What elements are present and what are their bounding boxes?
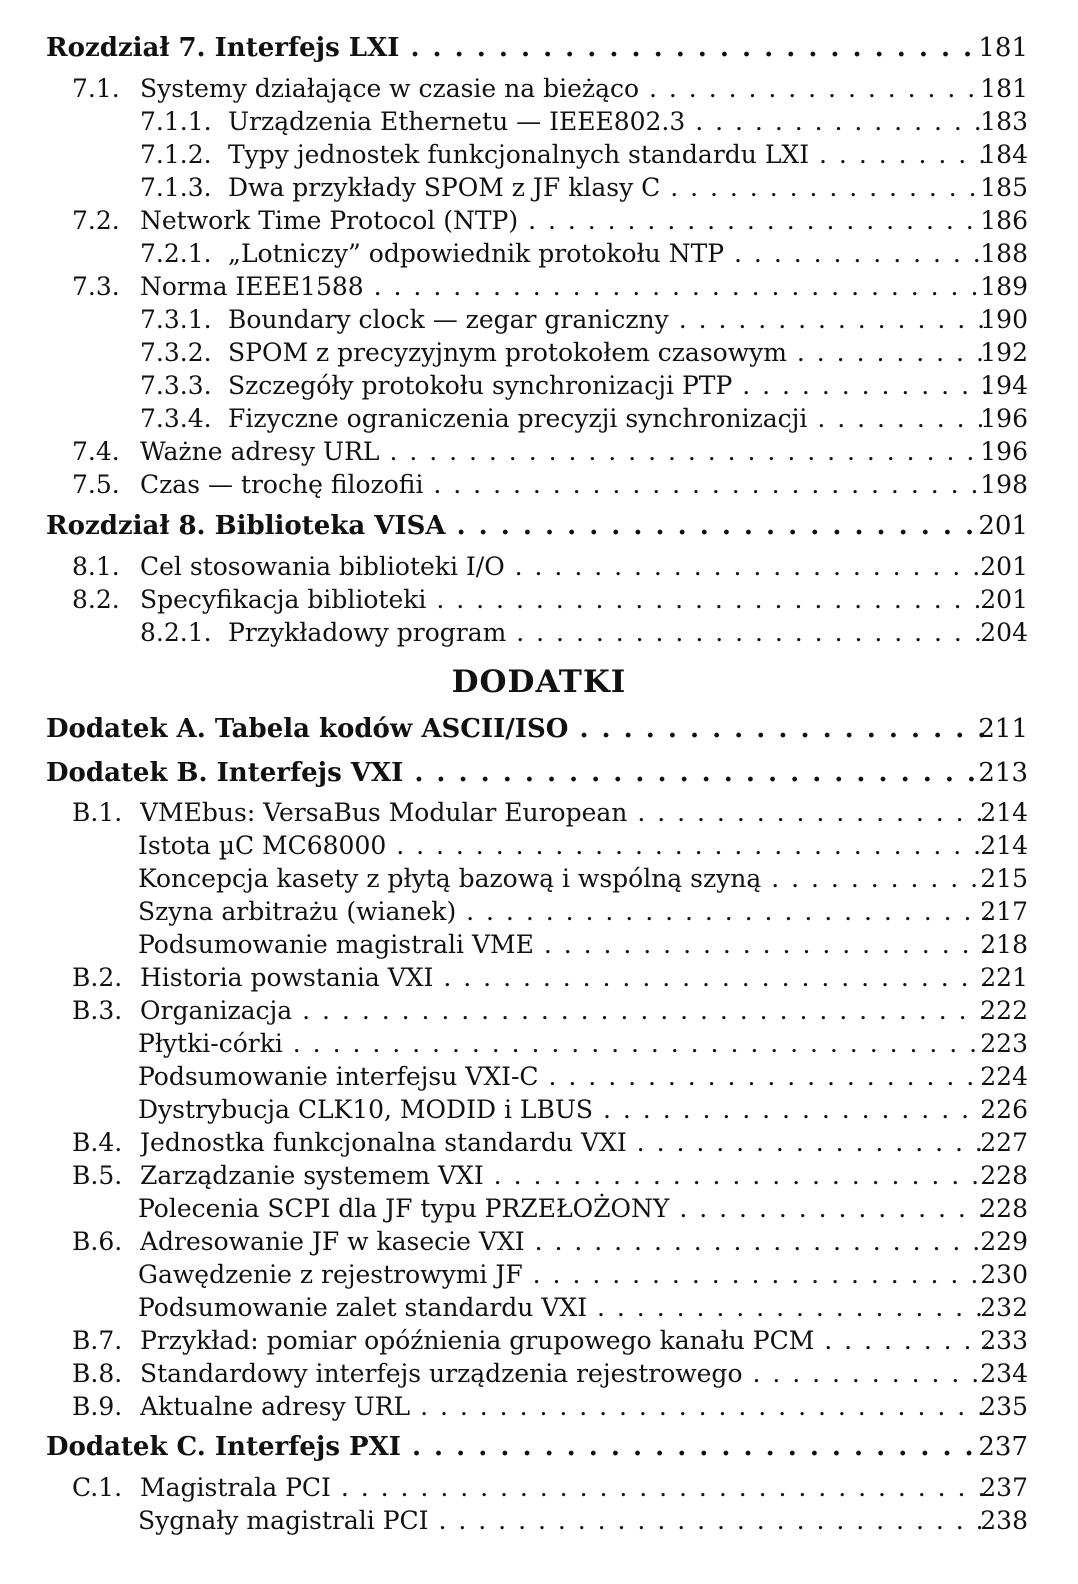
toc-number: B.4. [72,1128,123,1157]
toc-chapter [0,713,1078,745]
toc-page-number: 204 [980,618,1028,647]
toc-page-number: 215 [980,864,1028,893]
toc-number: B.5. [72,1161,123,1190]
toc-page-number: 188 [980,239,1028,268]
toc-page-number: 214 [980,798,1028,827]
toc-section [0,436,1078,468]
toc-number: 7.2. [72,206,120,235]
toc-page-number: 190 [980,305,1028,334]
toc-subsection [0,337,1078,369]
toc-chapter-title [46,510,988,542]
toc-title: Gawędzenie z rejestrowymi JF . . . [138,1259,988,1291]
toc-chapter-title [46,713,988,745]
toc-title: Istota µC MC68000 . . . [138,830,988,862]
toc-page-number: 196 [980,404,1028,433]
toc-number: 7.1. [72,74,120,103]
toc-item [0,1193,1078,1225]
toc-title: Przykładowy program . . . [228,617,988,649]
toc-item [0,1505,1078,1537]
toc-page-number: 186 [980,206,1028,235]
toc-page-number: 223 [980,1029,1028,1058]
toc-number: 7.3.4. [140,404,212,433]
toc-title: Dwa przykłady SPOM z JF klasy C . . . [228,172,988,204]
toc-number: B.9. [72,1392,123,1421]
toc-chapter-title [46,32,988,64]
toc-title: Płytki-córki . . . [138,1028,988,1060]
toc-title: Czas — trochę filozofii . . . [140,469,988,501]
toc-section [0,1127,1078,1159]
toc-page-number: 235 [980,1392,1028,1421]
toc-section [0,1358,1078,1390]
toc-subsection [0,238,1078,270]
toc-number: 7.3. [72,272,120,301]
toc-page-number: 232 [980,1293,1028,1322]
toc-subsection [0,370,1078,402]
toc-page-number: 229 [980,1227,1028,1256]
toc-title: Jednostka funkcjonalna standardu VXI . . . [140,1127,988,1159]
toc-page-number: 181 [980,74,1028,103]
toc-chapter-name: Tabela kodów ASCII/ISO [214,714,569,744]
toc-number: 7.5. [72,470,120,499]
toc-number: 7.1.2. [140,140,212,169]
toc-title: SPOM z precyzyjnym protokołem czasowym . . . [228,337,988,369]
toc-title: Dystrybucja CLK10, MODID i LBUS . . . [138,1094,988,1126]
toc-page-number: 181 [978,33,1028,63]
toc-subsection [0,403,1078,435]
toc-section [0,1325,1078,1357]
toc-title: Organizacja . . . [140,995,988,1027]
toc-chapter [0,510,1078,542]
toc-item [0,1028,1078,1060]
toc-number: 8.2. [72,585,120,614]
toc-title: Norma IEEE1588 . . . [140,271,988,303]
toc-item [0,1094,1078,1126]
toc-page-number: 230 [980,1260,1028,1289]
toc-page-number: 185 [980,173,1028,202]
toc-chapter-name: Biblioteka VISA [214,511,446,541]
toc-page-number: 211 [978,714,1028,744]
toc-title: VMEbus: VersaBus Modular European . . . [140,797,988,829]
toc-title: Szczegóły protokołu synchronizacji PTP . . . [228,370,988,402]
toc-chapter-label: Dodatek A. [46,714,215,744]
toc-title: Podsumowanie zalet standardu VXI . . . [138,1292,988,1324]
toc-number: 7.1.1. [140,107,212,136]
toc-title: Sygnały magistrali PCI . . . [138,1505,988,1537]
toc-title: Adresowanie JF w kasecie VXI . . . [140,1226,988,1258]
toc-page-number: 237 [978,1432,1028,1462]
toc-number: C.1. [72,1473,123,1502]
toc-chapter-label: Rozdział 7. [46,33,215,63]
toc-title: Standardowy interfejs urządzenia rejestrowego . . . [140,1358,988,1390]
toc-chapter [0,1431,1078,1463]
toc-title: Fizyczne ograniczenia precyzji synchronizacji . . . [228,403,988,435]
toc-number: 7.3.1. [140,305,212,334]
toc-number: 8.2.1. [140,618,212,647]
toc-page-number: 218 [980,930,1028,959]
toc-chapter-label: Rozdział 8. [46,511,215,541]
toc-chapter [0,757,1078,789]
toc-item [0,830,1078,862]
toc-page-number: 221 [980,963,1028,992]
toc-page-number: 233 [980,1326,1028,1355]
toc-page-number: 237 [980,1473,1028,1502]
toc-page-number: 214 [980,831,1028,860]
toc-page-number: 201 [980,552,1028,581]
toc-number: B.6. [72,1227,123,1256]
toc-title: Cel stosowania biblioteki I/O . . . [140,551,988,583]
toc-section [0,1160,1078,1192]
toc-section [0,1391,1078,1423]
toc-subsection [0,617,1078,649]
toc-page-number: 201 [978,511,1028,541]
toc-section [0,584,1078,616]
toc-number: 7.4. [72,437,120,466]
toc-page-number: 183 [980,107,1028,136]
toc-subsection [0,106,1078,138]
toc-page-number: 227 [980,1128,1028,1157]
toc-section [0,797,1078,829]
toc-section [0,73,1078,105]
toc-page-number: 192 [980,338,1028,367]
toc-section [0,551,1078,583]
toc-subsection [0,139,1078,171]
toc-number: 8.1. [72,552,120,581]
toc-item [0,1292,1078,1324]
toc-page-number: 213 [978,758,1028,788]
toc-page-number: 189 [980,272,1028,301]
toc-section [0,1226,1078,1258]
toc-title: Polecenia SCPI dla JF typu PRZEŁOŻONY . . . [138,1193,988,1225]
toc-section [0,205,1078,237]
toc-title: Aktualne adresy URL . . . [140,1391,988,1423]
toc-page-number: 222 [980,996,1028,1025]
toc-title: „Lotniczy” odpowiednik protokołu NTP . . . [228,238,988,270]
toc-item [0,929,1078,961]
toc-page-number: 201 [980,585,1028,614]
toc-number: B.7. [72,1326,123,1355]
appendix-heading: DODATKI [451,664,627,700]
toc-section [0,1472,1078,1504]
toc-title: Przykład: pomiar opóźnienia grupowego kanału PCM . . . [140,1325,988,1357]
toc-title: Szyna arbitrażu (wianek) . . . [138,896,988,928]
toc-item [0,863,1078,895]
toc-chapter-name: Interfejs LXI [214,33,400,63]
toc-number: B.3. [72,996,123,1025]
toc-page-number: 198 [980,470,1028,499]
toc-subsection [0,304,1078,336]
toc-title: Magistrala PCI . . . [140,1472,988,1504]
toc-item [0,1061,1078,1093]
toc-page-number: 217 [980,897,1028,926]
toc-title: Network Time Protocol (NTP) . . . [140,205,988,237]
toc-number: 7.3.2. [140,338,212,367]
toc-chapter-name: Interfejs VXI [216,758,404,788]
toc-title: Ważne adresy URL . . . [140,436,988,468]
toc-page-number: 226 [980,1095,1028,1124]
toc-title: Koncepcja kasety z płytą bazową i wspólną szyną . . . [138,863,988,895]
toc-item [0,1259,1078,1291]
toc-chapter-label: Dodatek B. [46,758,217,788]
toc-section [0,995,1078,1027]
toc-section [0,962,1078,994]
toc-number: B.8. [72,1359,123,1388]
toc-title: Podsumowanie interfejsu VXI-C . . . [138,1061,988,1093]
toc-chapter-label: Dodatek C. [46,1432,215,1462]
toc-title: Typy jednostek funkcjonalnych standardu LXI . . . [228,139,988,171]
toc-chapter-title [46,757,988,789]
toc-title: Urządzenia Ethernetu — IEEE802.3 . . . [228,106,988,138]
toc-title: Systemy działające w czasie na bieżąco . . . [140,73,988,105]
toc-title: Zarządzanie systemem VXI . . . [140,1160,988,1192]
toc-chapter-title [46,1431,988,1463]
toc-chapter-name: Interfejs PXI [214,1432,401,1462]
toc-title: Specyfikacja biblioteki . . . [140,584,988,616]
toc-number: B.1. [72,798,123,827]
toc-number: B.2. [72,963,123,992]
toc-page-number: 238 [980,1506,1028,1535]
toc-page-number: 184 [980,140,1028,169]
toc-chapter [0,32,1078,64]
toc-subsection [0,172,1078,204]
toc-section [0,469,1078,501]
toc-number: 7.1.3. [140,173,212,202]
toc-page-number: 228 [980,1161,1028,1190]
toc-number: 7.2.1. [140,239,212,268]
toc-number: 7.3.3. [140,371,212,400]
toc-page-number: 228 [980,1194,1028,1223]
toc-item [0,896,1078,928]
toc-page-number: 194 [980,371,1028,400]
toc-title: Podsumowanie magistrali VME . . . [138,929,988,961]
toc-page-number: 234 [980,1359,1028,1388]
toc-page-number: 224 [980,1062,1028,1091]
toc-title: Historia powstania VXI . . . [140,962,988,994]
toc-section [0,271,1078,303]
toc-page-number: 196 [980,437,1028,466]
toc-title: Boundary clock — zegar graniczny . . . [228,304,988,336]
